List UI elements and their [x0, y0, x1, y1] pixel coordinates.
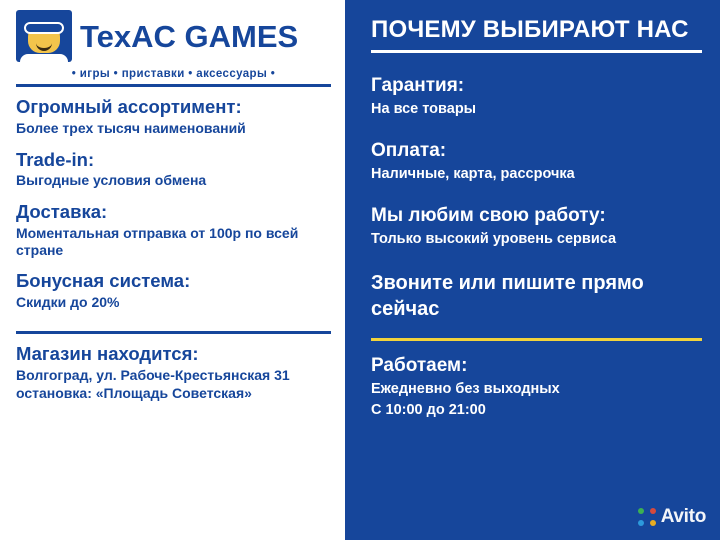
brand-tagline: • игры • приставки • аксессуары • [71, 68, 276, 80]
store-title: Магазин находится: [16, 342, 199, 364]
brand-name: TexAC GAMES [80, 18, 299, 54]
right-block-title: Гарантия: [371, 75, 465, 96]
store-address: Волгоград, ул. Рабоче-Крестьянская 31 [16, 366, 290, 383]
right-block-title: Мы любим свою работу: [371, 204, 606, 226]
right-panel [345, 0, 720, 540]
store-stop: остановка: «Площадь Советская» [16, 385, 252, 402]
right-heading-rule [371, 50, 702, 53]
left-panel [0, 0, 345, 540]
hours-line-2: С 10:00 до 21:00 [371, 401, 486, 418]
right-heading: ПОЧЕМУ ВЫБИРАЮТ НАС [371, 16, 689, 43]
accent-divider [371, 338, 702, 341]
left-block-bonus [16, 271, 331, 311]
left-block-title: Бонусная система: [16, 270, 191, 292]
right-block-title: Оплата: [371, 139, 447, 161]
working-hours-block [371, 355, 702, 419]
avito-dots-icon [638, 508, 656, 526]
store-location-block [16, 344, 331, 402]
left-block-body: Выгодные условия обмена [16, 172, 207, 189]
left-divider [16, 331, 331, 334]
call-to-action: Звоните или пишите прямо сейчас [371, 271, 644, 320]
left-block-title: Trade-in: [16, 148, 95, 170]
gamer-mascot-icon [16, 10, 72, 62]
right-block-payment [371, 140, 702, 183]
left-block-assortment [16, 97, 331, 137]
right-block-body: На все товары [371, 100, 477, 117]
left-block-delivery [16, 202, 331, 258]
hours-line-1: Ежедневно без выходных [371, 380, 560, 397]
right-block-service [371, 205, 702, 248]
left-block-body: Скидки до 20% [16, 294, 120, 311]
logo-block [16, 10, 331, 87]
watermark-label: Avito [660, 506, 706, 527]
avito-watermark [638, 506, 706, 528]
right-block-warranty [371, 75, 702, 118]
right-block-body: Наличные, карта, рассрочка [371, 165, 575, 182]
right-block-body: Только высокий уровень сервиса [371, 230, 617, 247]
left-block-tradein [16, 150, 331, 190]
left-block-title: Доставка: [16, 201, 108, 223]
left-block-body: Более трех тысяч наименований [16, 119, 246, 136]
hours-title: Работаем: [371, 354, 468, 376]
left-block-body: Моментальная отправка от 100р по всей стране [16, 224, 299, 258]
left-block-title: Огромный ассортимент: [16, 96, 242, 117]
logo-row [16, 10, 331, 62]
